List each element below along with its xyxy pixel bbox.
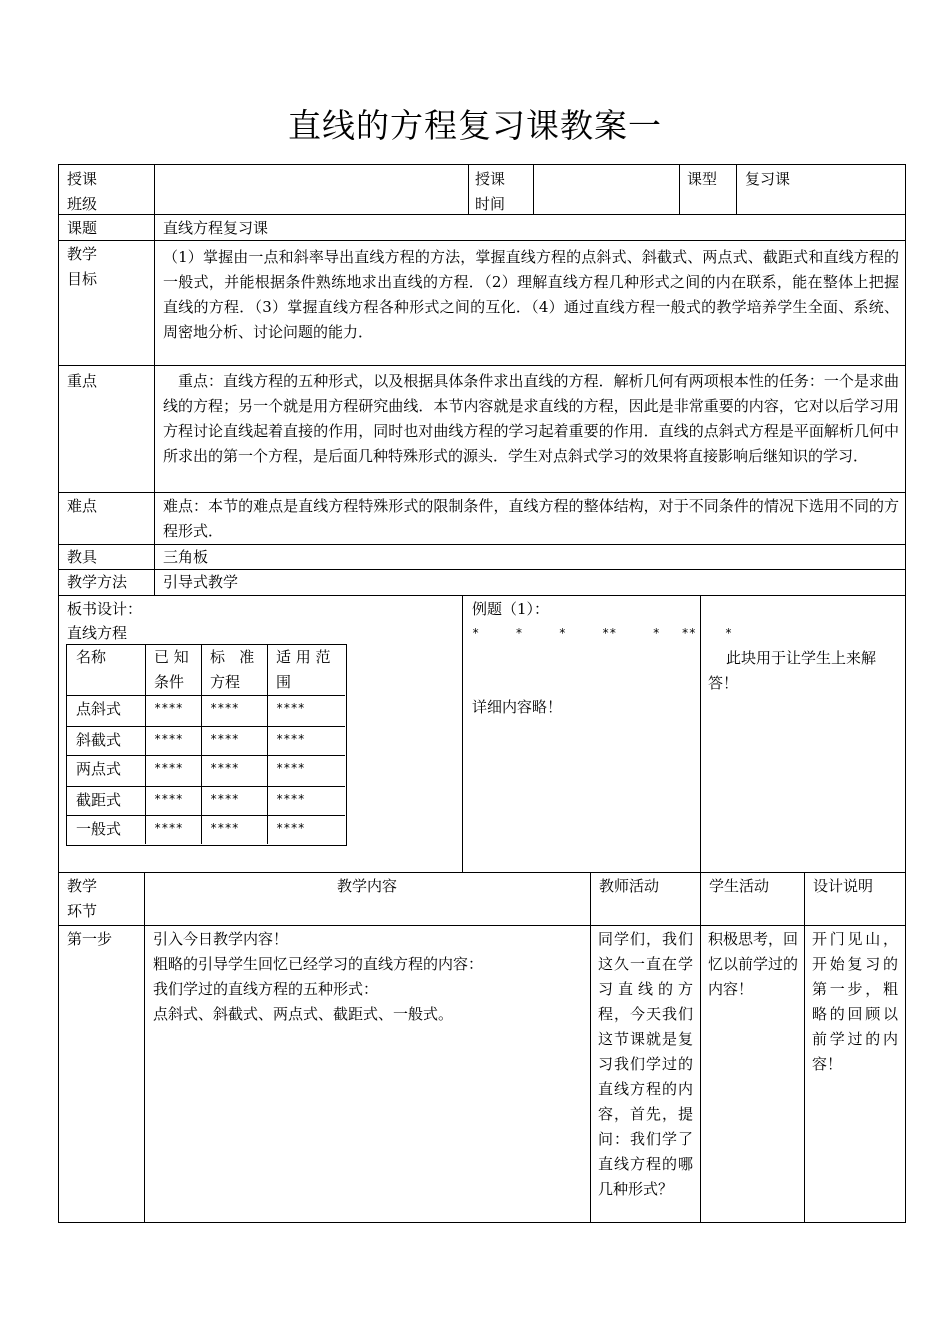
page-title: 直线的方程复习课教案一 [288,106,662,145]
board-subtitle: 直线方程 [67,624,128,642]
example-stars: * * * ** * ** * [472,626,733,640]
objectives-label: 教学 目标 [67,245,98,288]
method-label: 教学方法 [67,573,128,591]
board-header-standard: 标 准 方程 [210,648,255,691]
board-header-scope: 适 用 范 围 [276,648,331,691]
step-design-note: 开门见山，开始复习的第一步，粗略的回顾以前学过的内容！ [812,930,898,1073]
topic-label: 课题 [67,219,98,237]
process-student-header: 学生活动 [709,877,770,895]
table-cell: **** [154,701,183,715]
board-label: 板书设计： [67,600,143,618]
step-student-activity: 积极思考，回忆以前学过的内容！ [708,930,799,998]
tools-label: 教具 [67,548,98,566]
student-block: 此块用于让学生上来解答！ [708,649,877,692]
process-stage-header: 教学 环节 [67,877,98,920]
difficulties-text: 难点：本节的难点是直线方程特殊形式的限制条件，直线方程的整体结构，对于不同条件的情况下选用不同的方程形式． [163,497,899,540]
key-points-text: 重点：直线方程的五种形式，以及根据具体条件求出直线的方程．解析几何有两项根本性的任务：一个是求曲线的方程；另一个就是用方程研究曲线．本节内容就是求直线的方程，因此是非常重要的内容，它对以后学习用方程讨论直线起着直接的作用，同时也对曲线方程的学习起着重要的作用．直线的点斜式方程是平面解析几何中所求出的第一个方程，是后面几种特殊形式的源头．学生对点斜式学习的效果将直接影响后继知识的学习． [163,372,899,465]
step-content [153,927,583,1027]
type-label: 课型 [687,170,718,188]
example-detail: 详细内容略！ [472,698,563,716]
table-cell: **** [276,821,305,835]
table-cell: **** [276,792,305,806]
type-value: 复习课 [745,170,791,188]
table-cell: **** [210,761,239,775]
method-value: 引导式教学 [163,573,239,591]
table-cell: **** [276,732,305,746]
objectives-text: （1）掌握由一点和斜率导出直线方程的方法，掌握直线方程的点斜式、斜截式、两点式、截距式和直线方程的一般式，并能根据条件熟练地求出直线的方程．（2）理解直线方程几种形式之间的内在联系，能在整体上把握直线的方程．（3）掌握直线方程各种形式之间的互化．（4）通过直线方程一般式的教学培养学生全面、系统、周密地分析、讨论问题的能力． [163,248,899,341]
list-item: 我们学过的直线方程的五种形式： [153,980,379,998]
lesson-plan-table [58,164,906,1223]
key-points-label: 重点 [67,372,98,390]
table-cell: **** [154,761,183,775]
table-cell: **** [210,701,239,715]
table-row: 点斜式 [76,700,122,718]
table-cell: **** [154,732,183,746]
tools-value: 三角板 [163,548,209,566]
table-row: 两点式 [76,760,122,778]
list-item: 点斜式、斜截式、两点式、截距式、一般式。 [153,1005,454,1023]
list-item: 粗略的引导学生回忆已经学习的直线方程的内容： [153,955,484,973]
process-content-header: 教学内容 [336,877,397,895]
list-item: 引入今日教学内容！ [153,930,289,948]
process-teacher-header: 教师活动 [599,877,660,895]
topic-value: 直线方程复习课 [163,219,269,237]
class-label: 授课 班级 [67,170,98,213]
table-cell: **** [210,792,239,806]
difficulties-label: 难点 [67,497,98,515]
time-label: 授课 时间 [475,170,506,213]
table-cell: **** [276,701,305,715]
example-label: 例题（1）： [472,600,550,618]
table-row: 斜截式 [76,731,122,749]
table-cell: **** [154,792,183,806]
step-stage: 第一步 [67,930,113,948]
process-design-header: 设计说明 [813,877,874,895]
table-cell: **** [276,761,305,775]
step-teacher-activity: 同学们，我们这久一直在学习直线的方程，今天我们这节课就是复习我们学过的直线方程的内容，首先，提问：我们学了直线方程的哪几种形式？ [598,930,693,1198]
board-forms-table [66,644,347,846]
table-cell: **** [154,821,183,835]
board-header-name: 名称 [76,648,107,666]
table-cell: **** [210,732,239,746]
table-row: 一般式 [76,820,122,838]
board-header-known: 已 知 条件 [154,648,189,691]
table-row: 截距式 [76,791,122,809]
table-cell: **** [210,821,239,835]
